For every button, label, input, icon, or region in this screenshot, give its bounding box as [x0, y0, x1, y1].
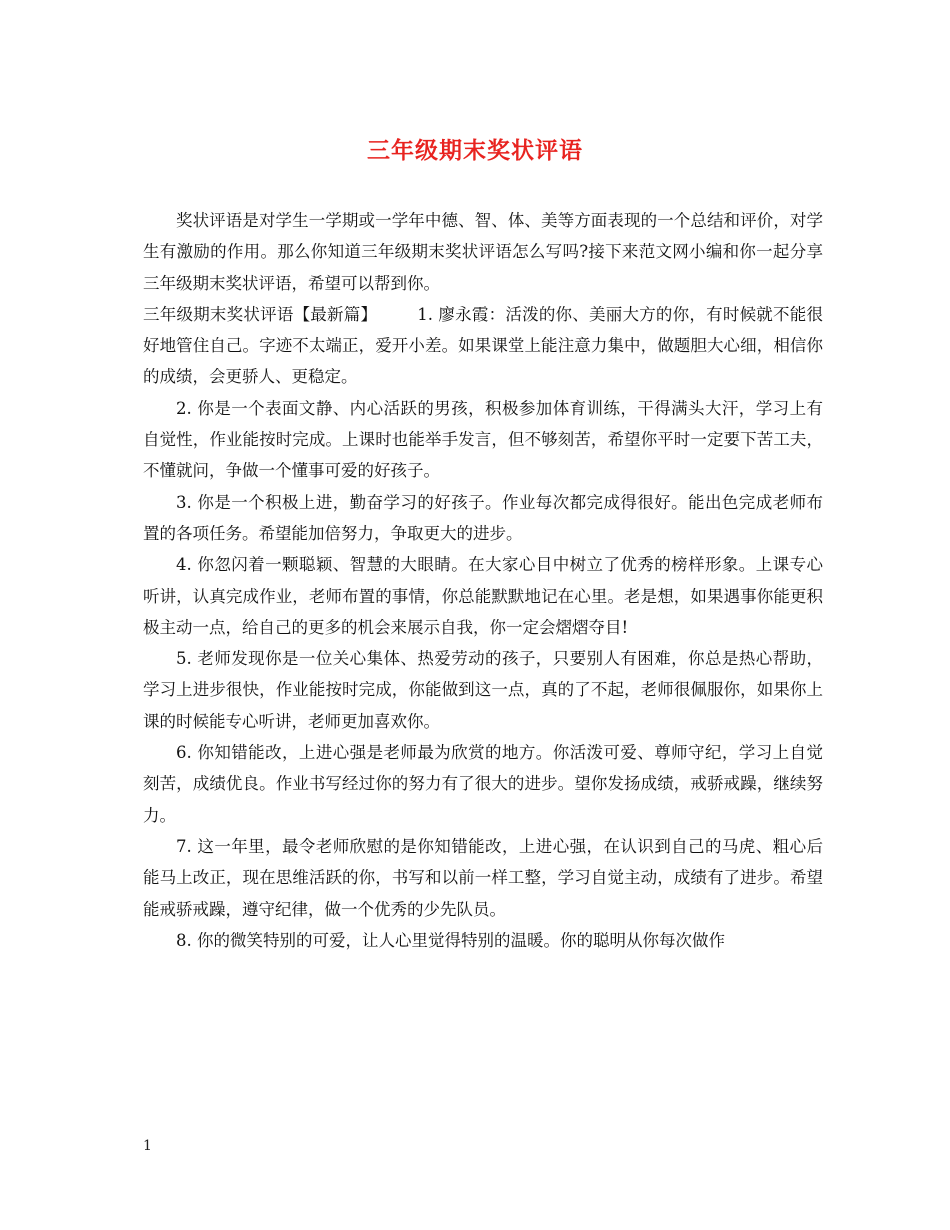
comment-item-5: 5. 老师发现你是一位关心集体、热爱劳动的孩子，只要别人有困难，你总是热心帮助，学习上进步很快，作业能按时完成，你能做到这一点，真的了不起，老师很佩服你，如果你上课的时候能专心听讲，老师更加喜欢你。 [143, 649, 823, 731]
comment-item-2: 2. 你是一个表面文静、内心活跃的男孩，积极参加体育训练，干得满头大汗，学习上有自觉性，作业能按时完成。上课时也能举手发言，但不够刻苦，希望你平时一定要下苦工夫，不懂就问，争做一个懂事可爱的好孩子。 [143, 398, 823, 481]
comment-item-6: 6. 你知错能改，上进心强是老师最为欣赏的地方。你活泼可爱、尊师守纪，学习上自觉刻苦，成绩优良。作业书写经过你的努力有了很大的进步。望你发扬成绩，戒骄戒躁，继续努力。 [143, 743, 823, 825]
section-heading: 三年级期末奖状评语【最新篇】 [143, 304, 378, 324]
comment-item-7: 7. 这一年里，最令老师欣慰的是你知错能改，上进心强，在认识到自己的马虎、粗心后能马上改正，现在思维活跃的你，书写和以前一样工整，学习自觉主动，成绩有了进步。希望能戒骄戒躁，遵守纪律，做一个优秀的少先队员。 [143, 836, 823, 919]
comment-item-8: 8. 你的微笑特别的可爱，让人心里觉得特别的温暖。你的聪明从你每次做作 [176, 930, 725, 950]
comment-item-3: 3. 你是一个积极上进，勤奋学习的好孩子。作业每次都完成得很好。能出色完成老师布置的各项任务。希望能加倍努力，争取更大的进步。 [143, 492, 823, 543]
comment-item-4: 4. 你忽闪着一颗聪颖、智慧的大眼睛。在大家心目中树立了优秀的榜样形象。上课专心听讲，认真完成作业，老师布置的事情，你总能默默地记在心里。老是想，如果遇事你能更积极主动一点，给自己的更多的机会来展示自我，你一定会熠熠夺目! [143, 555, 823, 637]
section-paragraph [143, 299, 823, 393]
page-number: 1 [143, 1138, 152, 1154]
document-title: 三年级期末奖状评语 [367, 137, 583, 164]
document-body [143, 205, 823, 956]
comment-item-1: 1. 廖永霞：活泼的你、美丽大方的你，有时候就不能很好地管住自己。字迹不太端正，爱开小差。如果课堂上能注意力集中，做题胆大心细，相信你的成绩，会更骄人、更稳定。 [143, 304, 823, 387]
intro-paragraph: 奖状评语是对学生一学期或一学年中德、智、体、美等方面表现的一个总结和评价，对学生有激励的作用。那么你知道三年级期末奖状评语怎么写吗?接下来范文网小编和你一起分享三年级期末奖状评语，希望可以帮到你。 [143, 211, 823, 293]
